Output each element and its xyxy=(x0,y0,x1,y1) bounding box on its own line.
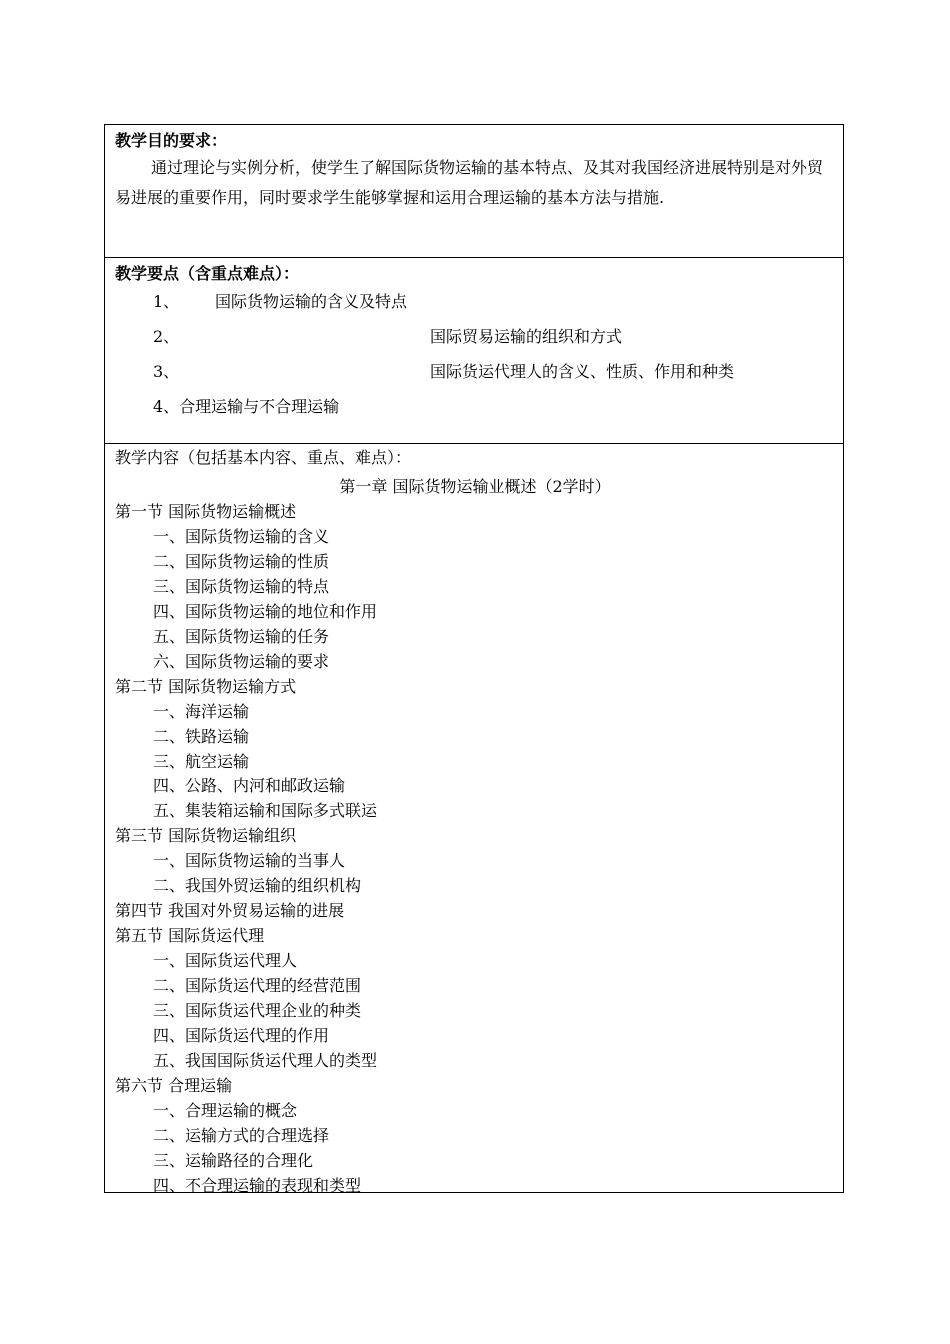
key-point-4-text: 4、合理运输与不合理运输 xyxy=(153,397,340,416)
outline-section-title: 第四节 我国对外贸易运输的进展 xyxy=(115,901,345,921)
outline-subitem: 一、海洋运输 xyxy=(153,701,250,721)
key-points-section xyxy=(105,258,843,444)
key-point-2-number: 2、 xyxy=(153,327,180,346)
outline-subitem: 四、不合理运输的表现和类型 xyxy=(153,1175,362,1195)
outline-subitem: 四、公路、内河和邮政运输 xyxy=(153,776,346,796)
outline-subitem: 一、国际货运代理人 xyxy=(153,951,298,971)
key-point-3-text: 国际货运代理人的含义、性质、作用和种类 xyxy=(430,362,735,381)
content-section xyxy=(105,444,843,1195)
chapter-title: 第一章 国际货物运输业概述（2学时） xyxy=(339,477,611,496)
outline-subitem: 三、国际货运代理企业的种类 xyxy=(153,1001,362,1020)
syllabus-table xyxy=(104,124,844,1193)
key-point-1-text: 国际货物运输的含义及特点 xyxy=(215,292,408,311)
outline-subitem: 五、集装箱运输和国际多式联运 xyxy=(153,801,378,821)
objectives-section xyxy=(105,125,843,258)
outline-subitem: 二、运输方式的合理选择 xyxy=(153,1125,330,1145)
key-point-2-text: 国际贸易运输的组织和方式 xyxy=(430,327,623,346)
outline-subitem: 三、运输路径的合理化 xyxy=(153,1150,314,1170)
outline-subitem: 二、铁路运输 xyxy=(153,726,250,746)
outline-subitem: 二、国际货运代理的经营范围 xyxy=(153,976,362,996)
objectives-text: 通过理论与实例分析，使学生了解国际货物运输的基本特点、及其对我国经济进展特别是对外贸易进展的重要作用，同时要求学生能够掌握和运用合理运输的基本方法与措施. xyxy=(115,158,824,207)
outline-subitem: 二、我国外贸运输的组织机构 xyxy=(153,876,362,896)
outline-subitem: 二、国际货物运输的性质 xyxy=(153,551,330,571)
outline-section-title: 第一节 国际货物运输概述 xyxy=(115,502,297,521)
outline-subitem: 四、国际货物运输的地位和作用 xyxy=(153,601,378,621)
outline-section-title: 第六节 合理运输 xyxy=(115,1075,233,1095)
key-points-heading: 教学要点（含重点难点）： xyxy=(115,264,300,283)
key-point-3-number: 3、 xyxy=(153,362,180,381)
outline-section-title: 第二节 国际货物运输方式 xyxy=(115,676,297,696)
outline-subitem: 一、合理运输的概念 xyxy=(153,1100,298,1120)
outline-subitem: 四、国际货运代理的作用 xyxy=(153,1025,330,1045)
outline-subitem: 五、国际货物运输的任务 xyxy=(153,626,330,646)
outline-subitem: 六、国际货物运输的要求 xyxy=(153,651,330,671)
outline-subitem: 三、国际货物运输的特点 xyxy=(153,576,330,596)
outline-subitem: 五、我国国际货运代理人的类型 xyxy=(153,1050,378,1070)
key-point-1-number: 1、 xyxy=(153,292,180,311)
outline-section-title: 第三节 国际货物运输组织 xyxy=(115,826,297,846)
outline-subitem: 一、国际货物运输的含义 xyxy=(153,526,330,546)
objectives-heading: 教学目的要求： xyxy=(115,131,228,150)
content-heading: 教学内容（包括基本内容、重点、难点）： xyxy=(115,448,412,467)
outline-subitem: 三、航空运输 xyxy=(153,751,250,771)
outline-subitem: 一、国际货物运输的当事人 xyxy=(153,851,346,871)
outline-section-title: 第五节 国际货运代理 xyxy=(115,926,265,946)
